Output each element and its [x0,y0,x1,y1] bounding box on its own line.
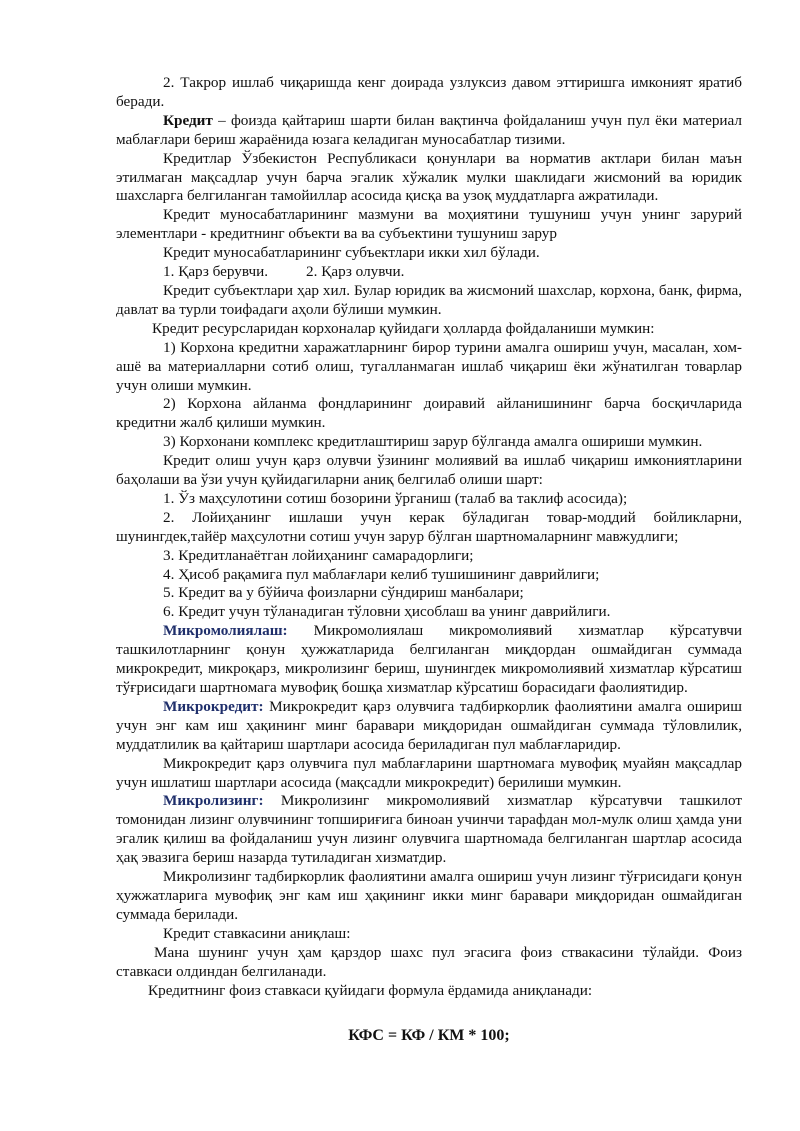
term-micro-credit: Микрокредит: [163,697,264,715]
paragraph: Микрокредит қарз олувчига пул маблағларини шартномага мувофиқ муайян мақсадлар учун ишлатиш шартлари асосида (мақсадли микрокредит) берилиши мумкин. [116,754,742,791]
paragraph: Кредитнинг фоиз ставкаси қуйидаги формула ёрдамида аниқланади: [148,981,593,999]
paragraph-text: – фоизда қайтариш шарти билан вақтинча фойдаланиш учун пул ёки материал маблағлари бериш жараёнида юзага келадиган муносабатлар тизими. [116,111,742,148]
list-item: 2. Лойиҳанинг ишлаши учун керак бўладиган товар-моддий бойликларни, шунингдек,тайёр маҳсулотни сотиш учун зарур бўлган шартномаларнинг мавжудлиги; [116,508,742,545]
term-micro-leasing: Микролизинг: [163,792,264,810]
term-micro-financing: Микромолиялаш: [163,622,288,640]
paragraph: Кредитлар Ўзбекистон Республикаси қонунлари ва норматив актлари билан маън этилмаган мақсадлар учун барча эгалик хўжалик мулки шаклидаги жисмоний ва юридик шахсларга белгиланган тамойиллар асосида қисқа ва узоқ муддатларга ажратилади. [116,149,742,205]
list-item: 3) Корхонани комплекс кредитлаштириш зарур бўлганда амалга ошириши мумкин. [163,433,703,451]
list-item: 1) Корхона кредитни харажатларнинг бирор турини амалга ошириш учун, масалан, хом-ашё ва материалларни сотиб олиш, тугалланмаган ишлаб чиқариш ёки жўнатилган товарлар учун олиши мумкин. [116,338,742,394]
section-heading: Кредит ставкасини аниқлаш: [163,924,351,942]
paragraph-text: Микрокредит қарз олувчига тадбиркорлик фаолиятини амалга ошириш учун энг кам иш ҳақининг минг баравари миқдоридан ошмайдиган суммада тўловлилик, муддатлилик ва қайтариш шартлари асосида бериладиган пул маблағларидир. [116,697,742,753]
list-item: 1. Қарз берувчи. [163,263,269,281]
paragraph-micro-credit [116,698,742,755]
paragraph: Кредит муносабатларининг субъектлари икки хил бўлади. [163,244,540,262]
list-item: 3. Кредитланаётган лойиҳанинг самарадорлиги; [163,546,474,564]
paragraph: Микролизинг тадбиркорлик фаолиятини амалга ошириш учун лизинг тўғрисидаги қонун ҳужжатларига мувофиқ энг кам иш ҳақининг икки минг баравари миқдоридан ошмайдиган суммада берилади. [116,868,742,923]
paragraph: Кредит субъектлари ҳар хил. Булар юридик ва жисмоний шахслар, корхона, банк, фирма, давлат ва турли тоифадаги аҳоли бўлиши мумкин. [116,281,742,318]
paragraph-credit-definition [116,112,742,150]
paragraph-text: Микролизинг микромолиявий хизматлар кўрсатувчи ташкилот томонидан лизинг олувчининг топшириғига биноан учинчи тарафдан мол-мулк олиш ҳамда уни эгалик қилиш ва фойдаланиш учун лизинг олувчига шартномада белгиланган шартлар асосида ҳақ эвазига бериш назарда тутиладиган хизматдир. [116,792,742,867]
paragraph: Кредит ресурсларидан корхоналар қуйидаги ҳолларда фойдаланиши мумкин: [152,319,655,337]
list-item: 1. Ўз маҳсулотини сотиш бозорини ўрганиш (талаб ва таклиф асосида); [163,489,628,507]
paragraph: 2. Такрор ишлаб чиқаришда кенг доирада узлуксиз давом эттиришга имконият яратиб беради. [116,74,742,110]
paragraph: Кредит муносабатларининг мазмуни ва моҳиятини тушуниш учун унинг зарурий элементлари - кредитнинг объекти ва ва субъектини тушуниш зарур [116,206,742,243]
subjects-list [116,263,742,282]
formula: КФС = КФ / КМ * 100; [348,1027,510,1045]
paragraph: Кредит олиш учун қарз олувчи ўзининг молиявий ва ишлаб чиқариш имкониятларини баҳолаши ва ўзи учун қуйидагиларни аниқ белгилаб олиши шарт: [116,452,742,489]
paragraph-micro-leasing [116,792,742,868]
document-page [116,74,742,1046]
list-item: 2) Корхона айланма фондларининг доиравий айланишининг барча босқичларида кредитни жалб қилиши мумкин. [116,395,742,432]
list-item: 6. Кредит учун тўланадиган тўловни ҳисоблаш ва унинг даврийлиги. [163,603,611,621]
paragraph: Мана шунинг учун ҳам қарздор шахс пул эгасига фоиз ствакасини тўлайди. Фоиз ставкаси олдиндан белгиланади. [116,943,742,980]
paragraph-micro-financing [116,622,742,698]
list-item: 5. Кредит ва у бўйича фоизларни сўндириш манбалари; [163,584,524,602]
term-credit: Кредит [163,111,213,129]
list-item: 2. Қарз олувчи. [306,263,405,281]
list-item: 4. Ҳисоб рақамига пул маблағлари келиб тушишининг даврийлиги; [163,565,600,583]
paragraph-text: Микромолиялаш микромолиявий хизматлар кўрсатувчи ташкилотларнинг қонун ҳужжатларида белгиланган миқдордан ошмайдиган суммада микрокредит, микроқарз, микролизинг бериш, шунингдек микромолиявий хизматлар кўрсатиш тўғрисидаги шартномага мувофиқ бошқа хизматлар кўрсатиш борасидаги фаолиятидир. [116,622,742,696]
